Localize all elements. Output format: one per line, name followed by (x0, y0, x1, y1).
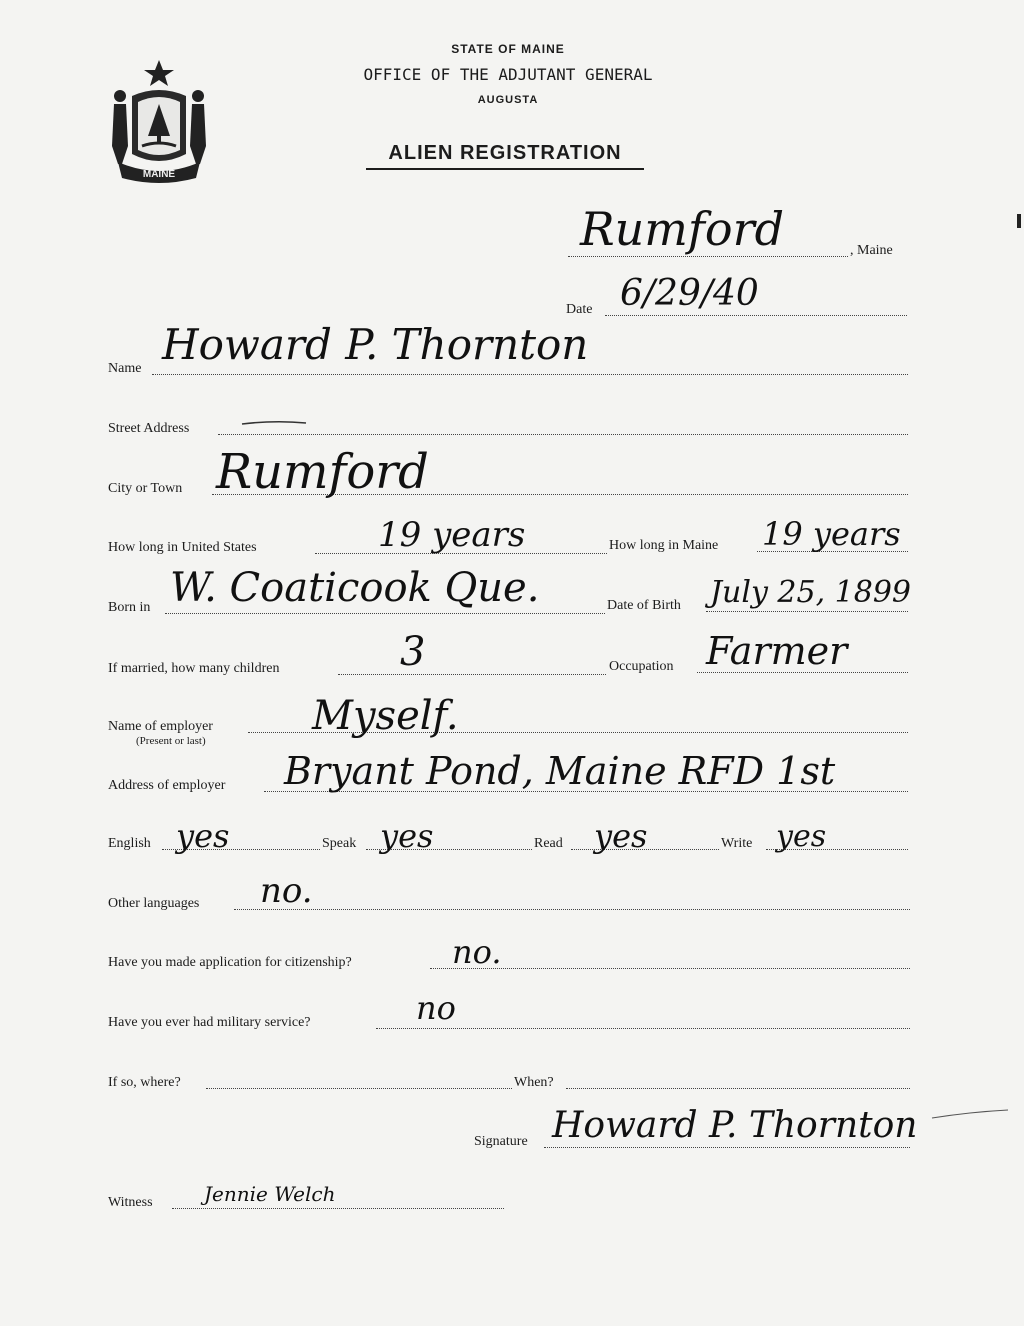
date-of-birth-label: Date of Birth (607, 598, 681, 613)
signature-label: Signature (474, 1134, 528, 1149)
signature-tail-stroke (930, 1108, 1010, 1122)
occupation-value: Farmer (706, 629, 848, 673)
office-heading: OFFICE OF THE ADJUTANT GENERAL (363, 65, 653, 84)
how-long-us-label: How long in United States (108, 540, 257, 555)
date-value: 6/29/40 (620, 273, 759, 314)
employer-label: Name of employer (108, 719, 213, 734)
how-long-maine-value: 19 years (762, 515, 901, 553)
city-label: City or Town (108, 481, 183, 496)
city-value: Rumford (216, 444, 429, 500)
employer-value: Myself. (312, 693, 459, 739)
date-of-birth-value: July 25, 1899 (710, 575, 912, 610)
how-long-us-value: 19 years (378, 515, 526, 555)
signature-value: Howard P. Thornton (552, 1105, 918, 1146)
speak-label: Speak (322, 836, 357, 851)
citizenship-label: Have you made application for citizenship? (108, 955, 352, 970)
read-value: yes (594, 817, 648, 855)
witness-value: Jennie Welch (204, 1182, 336, 1206)
name-label: Name (108, 361, 142, 376)
write-value: yes (776, 819, 827, 854)
when-label: When? (514, 1075, 554, 1090)
street-dash-mark (240, 418, 310, 428)
occupation-label: Occupation (609, 659, 674, 674)
employer-address-value: Bryant Pond, Maine RFD 1st (284, 749, 836, 793)
town-value: Rumford (580, 202, 785, 256)
where-label: If so, where? (108, 1075, 181, 1090)
children-label: If married, how many children (108, 661, 280, 676)
other-languages-label: Other languages (108, 896, 200, 911)
employer-note: (Present or last) (136, 735, 206, 747)
city-heading: AUGUSTA (477, 94, 539, 106)
speak-value: yes (380, 817, 434, 855)
citizenship-value: no. (452, 933, 502, 971)
military-value: no (416, 989, 456, 1027)
date-label: Date (566, 302, 593, 317)
write-label: Write (721, 836, 753, 851)
military-label: Have you ever had military service? (108, 1015, 311, 1030)
born-in-value: W. Coaticook Que. (170, 565, 540, 611)
witness-label: Witness (108, 1195, 153, 1210)
svg-text:MAINE: MAINE (142, 169, 176, 180)
how-long-maine-label: How long in Maine (609, 538, 719, 553)
english-label: English (108, 836, 151, 851)
state-heading: STATE OF MAINE (451, 42, 565, 56)
name-value: Howard P. Thornton (162, 320, 589, 369)
other-languages-value: no. (260, 871, 313, 911)
street-label: Street Address (108, 421, 190, 436)
born-in-label: Born in (108, 600, 151, 615)
scan-edge-mark (1017, 214, 1021, 228)
read-label: Read (534, 836, 563, 851)
form-title: ALIEN REGISTRATION (366, 142, 644, 170)
maine-label: , Maine (850, 243, 893, 258)
employer-address-label: Address of employer (108, 778, 226, 793)
children-value: 3 (400, 629, 426, 675)
english-value: yes (176, 817, 230, 855)
